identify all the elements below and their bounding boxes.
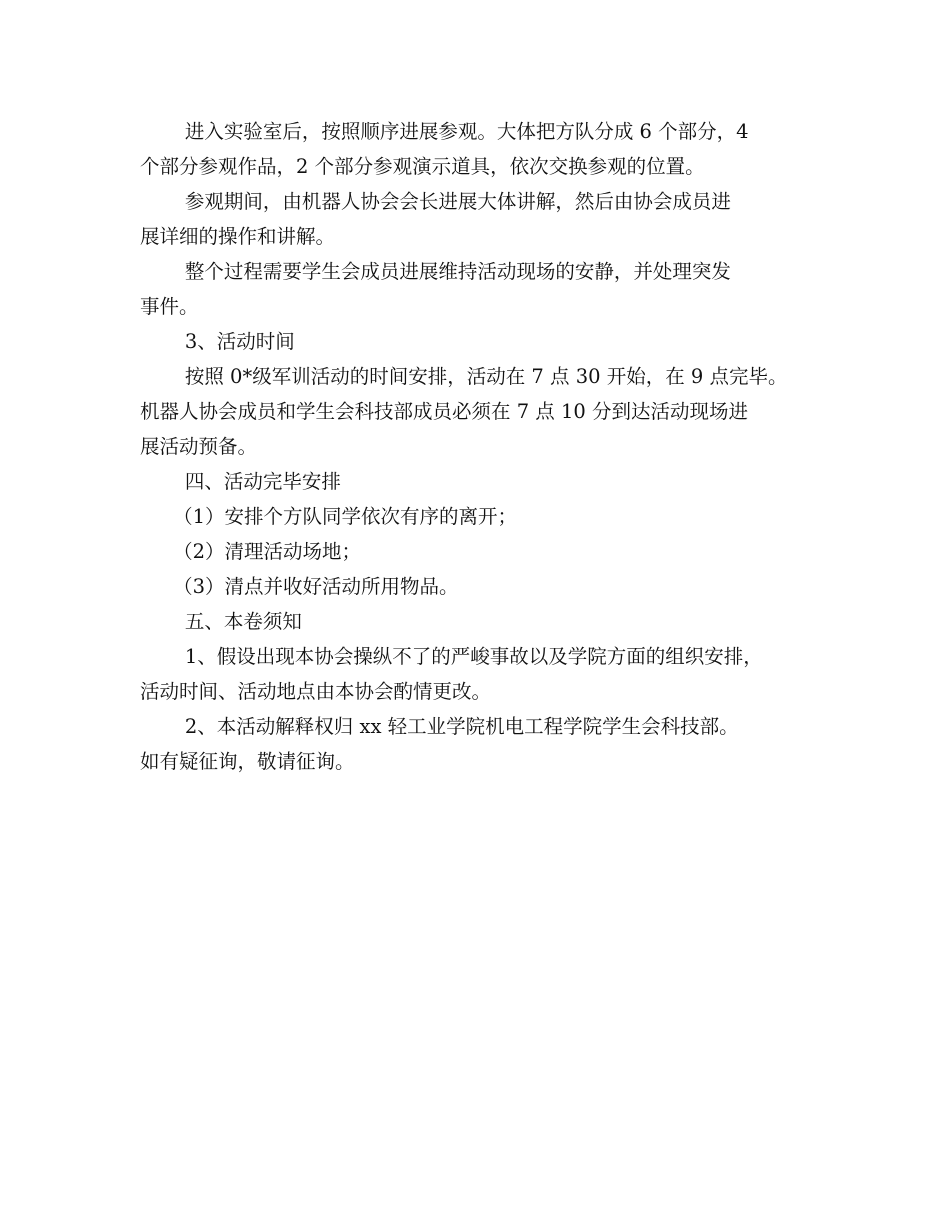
- text-line: 展详细的操作和讲解。: [140, 225, 336, 248]
- text-line: 活动时间、活动地点由本协会酌情更改。: [140, 680, 492, 703]
- list-item: （2）清理活动场地；: [173, 540, 362, 563]
- section-heading: 四、活动完毕安排: [184, 470, 341, 493]
- text-line: 机器人协会成员和学生会科技部成员必须在 7 点 10 分到达活动现场进: [140, 400, 749, 423]
- text-line: 展活动预备。: [140, 435, 258, 458]
- list-item: （1）安排个方队同学依次有序的离开；: [173, 505, 518, 528]
- section-heading: 五、本卷须知: [184, 610, 302, 633]
- text-line: 如有疑征询，敬请征询。: [140, 750, 355, 773]
- document-body: [140, 114, 830, 779]
- text-line: 进入实验室后，按照顺序进展参观。大体把方队分成 6 个部分，4: [184, 120, 749, 143]
- text-line: 事件。: [140, 295, 199, 318]
- text-line: 1、假设出现本协会操纵不了的严峻事故以及学院方面的组织安排，: [184, 645, 763, 668]
- text-line: 2、本活动解释权归 xx 轻工业学院机电工程学院学生会科技部。: [184, 715, 739, 738]
- text-line: 按照 0*级军训活动的时间安排，活动在 7 点 30 开始，在 9 点完毕。: [184, 365, 788, 388]
- list-item: （3）清点并收好活动所用物品。: [173, 575, 459, 598]
- text-line: 整个过程需要学生会成员进展维持活动现场的安静，并处理突发: [184, 260, 731, 283]
- text-line: 个部分参观作品，2 个部分参观演示道具，依次交换参观的位置。: [140, 155, 705, 178]
- section-heading: 3、活动时间: [184, 330, 295, 353]
- text-line: 参观期间，由机器人协会会长进展大体讲解，然后由协会成员进: [184, 190, 731, 213]
